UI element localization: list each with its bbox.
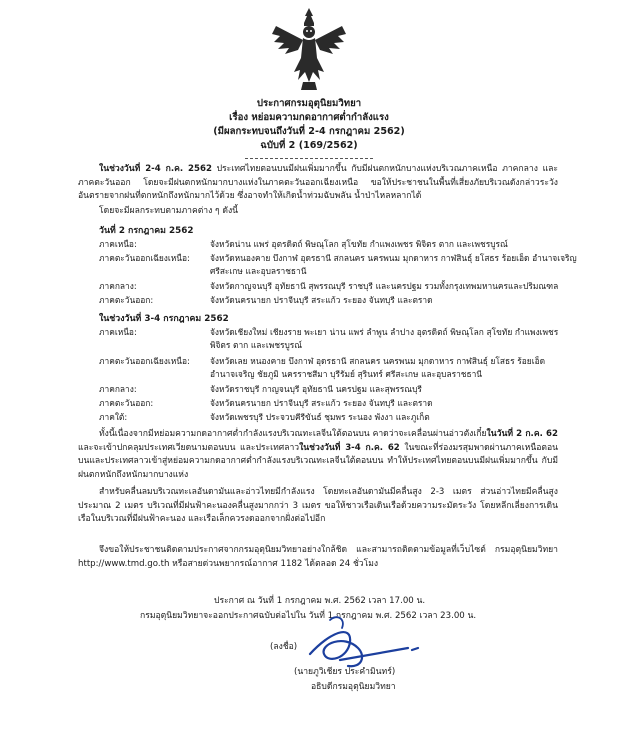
title-divider [245, 158, 373, 159]
intro-lead: ในช่วงวันที่ 2-4 ก.ค. 2562 [99, 164, 212, 174]
section-day-3-4-title: ในช่วงวันที่ 3-4 กรกฎาคม 2562 [99, 314, 229, 324]
contact-paragraph: จึงขอให้ประชาชนติดตามประกาศจากกรมอุตุนิยมวิทยาอย่างใกล้ชิด และสามารถติดตามข้อมูลที่เว็บไซต์ กรมอุตุนิยมวิทยา http://www.tmd.go.th หรือสายด่วนพยากรณ์อากาศ 1182 ได้ตลอด 24 ชั่วโมง [78, 545, 558, 569]
announcement-page: ประกาศกรมอุตุนิยมวิทยา เรื่อง หย่อมความกดอากาศต่ำกำลังแรง (มีผลกระทบจนถึงวันที่ 2-4 กรกฎาคม 2562) ฉบับที่ 2 (169/2562) ในช่วงวันที่ 2-4 ก.ค. 2562 ประเทศไทยตอนบนมีฝนเพิ่มมากขึ้น กับมีฝนตกหนักบางแห่งบริเวณภาคเหนือ ภาคกลาง และภาคตะวันออก โดยจะมีฝนตกหนักมากบางแห่งในภาคตะวันออกเฉียงเหนือ ขอให้ประชาชนในพื้นที่เสี่ยงภัยบริเวณดังกล่าวระวังอันตรายจากฝนที่ตกหนักถึงหนักมากไว้ด้วย ซึ่งอาจทำให้เกิดน้ำท่วมฉับพลัน น้ำป่าไหลหลากได้ โดยจะมีผลกระทบตามภาคต่าง ๆ ดังนี้ วันที่ 2 กรกฎาคม 2562 ภาคเหนือ: จังหวัดน่าน แพร่ อุตรดิตถ์ พิษณุโลก สุโขทัย กำแพงเพชร พิจิตร ตาก และเพชรบูรณ์ ภาคตะวันออกเฉียงเหนือ: จังหวัดหนองคาย บึงกาฬ อุดรธานี สกลนคร นครพนม มุกดาหาร กาฬสินธุ์ ยโสธร ร้อยเอ็ด อำนาจเจริญ ศรีสะเกษ และอุบลราชธานี ภาคกลาง: จังหวัดกาญจนบุรี อุทัยธานี สุพรรณบุรี ราชบุรี และนครปฐม รวมทั้งกรุงเทพมหานครและปริมณฑล ภาคตะวันออก: จังหวัดนครนายก ปราจีนบุรี สระแก้ว ระยอง จันทบุรี และตราด ในช่วงวันที่ 3-4 กรกฎาคม 2562 ภาคเหนือ: จังหวัดเชียงใหม่ เชียงราย พะเยา น่าน แพร่ ลำพูน ลำปาง อุตรดิตถ์ พิษณุโลก สุโขทัย กำแพงเพชร พิจิตร ตาก และเพชรบูรณ์ ภาคตะวันออกเฉียงเหนือ: จังหวัดเลย หนองคาย บึงกาฬ อุดรธานี สกลนคร นครพนม มุกดาหาร กาฬสินธุ์ ยโสธร ร้อยเอ็ด อำนาจเจริญ ชัยภูมิ นครราชสีมา บุรีรัมย์ สุรินทร์ ศรีสะเกษ และอุบลราชธานี ภาคกลาง: จังหวัดราชบุรี กาญจนบุรี อุทัยธานี นครปฐม และสุพรรณบุรี ภาคตะวันออก: จังหวัดนครนายก ปราจีนบุรี สระแก้ว ระยอง จันทบุรี และตราด ภาคใต้: จังหวัดเพชรบุรี ประจวบคีรีขันธ์ ชุมพร ระนอง พังงา และภูเก็ต ทั้งนี้เนื่องจากมีหย่อมความกดอากาศต่ำกำลังแรงบริเวณทะเลจีนใต้ตอนบน คาดว่าจะเคลื่อนผ่านอ่าวตังเกี๋ยในวันที่ 2 ก.ค. 62 และจะเข้าปกคลุมประเทศเวียดนามตอนบน และประเทศลาวในช่วงวันที่ 3-4 ก.ค. 62 ในขณะที่ร่องมรสุมพาดผ่านภาคเหนือตอนบนและประเทศลาวเข้าสู่หย่อมความกดอากาศต่ำกำลังแรงบริเวณทะเลจีนใต้ตอนบน ทำให้ประเทศไทยตอนบนมีฝนเพิ่มมากขึ้น กับมีฝนตกหนักถึงหนักมากบางแห่ง สำหรับคลื่นลมบริเวณทะเลอันดามันและอ่าวไทยมีกำลังแรง โดยทะเลอันดามันมีคลื่นสูง 2-3 เมตร ส่วนอ่าวไทยมีคลื่นสูงประมาณ 2 เมตร บริเวณที่มีฝนฟ้าคะนองคลื่นสูงมากกว่า 3 เมตร ขอให้ชาวเรือเดินเรือด้วยความระมัดระวัง โดยหลีกเลี่ยงการเดินเรือในบริเวณที่มีฝนฟ้าคะนอง และเรือเล็กควรงดออกจากฝั่งต่อไปอีก จึงขอให้ประชาชนติดตามประกาศจากกรมอุตุนิยมวิทยาอย่างใกล้ชิด และสามารถติดตามข้อมูลที่เว็บไซต์ กรมอุตุนิยมวิทยา http://www.tmd.go.th หรือสายด่วนพยากรณ์อากาศ 1182 ได้ตลอด 24 ชั่วโมง ประกาศ ณ วันที่ 1 กรกฎาคม พ.ศ. 2562 เวลา 17.00 น. กรมอุตุนิยมวิทยาจะออกประกาศฉบับต่อไปใน วันที่ 1 กรกฎาคม พ.ศ. 2562 เวลา 23.00 น. (ลงชื่อ) (นายภูวิเชียร ประคำมินทร์) อธิบดีกรมอุตุนิยมวิทยา [0, 0, 618, 738]
subject-title: เรื่อง หย่อมความกดอากาศต่ำกำลังแรง [229, 112, 389, 123]
section-day-2-title: วันที่ 2 กรกฎาคม 2562 [99, 226, 194, 236]
sea-paragraph: สำหรับคลื่นลมบริเวณทะเลอันดามันและอ่าวไทยมีกำลังแรง โดยทะเลอันดามันมีคลื่นสูง 2-3 เมตร ส่วนอ่าวไทยมีคลื่นสูงประมาณ 2 เมตร บริเวณที่มีฝนฟ้าคะนองคลื่นสูงมากกว่า 3 เมตร ขอให้ชาวเรือเดินเรือด้วยความระมัดระวัง โดยหลีกเลี่ยงการเดินเรือในบริเวณที่มีฝนฟ้าคะนอง และเรือเล็กควรงดออกจากฝั่งต่อไปอีก [78, 487, 558, 525]
signer-name: (นายภูวิเชียร ประคำมินทร์) [294, 667, 396, 677]
signed-label: (ลงชื่อ) [270, 642, 298, 652]
signer-title: อธิบดีกรมอุตุนิยมวิทยา [311, 682, 396, 692]
intro-paragraph [78, 163, 558, 204]
cause-paragraph: ทั้งนี้เนื่องจากมีหย่อมความกดอากาศต่ำกำลังแรงบริเวณทะเลจีนใต้ตอนบน คาดว่าจะเคลื่อนผ่านอ่าวตังเกี๋ยในวันที่ 2 ก.ค. 62 และจะเข้าปกคลุมประเทศเวียดนามตอนบน และประเทศลาวในช่วงวันที่ 3-4 ก.ค. 62 ในขณะที่ร่องมรสุมพาดผ่านภาคเหนือตอนบนและประเทศลาวเข้าสู่หย่อมความกดอากาศต่ำกำลังแรงบริเวณทะเลจีนใต้ตอนบน ทำให้ประเทศไทยตอนบนมีฝนเพิ่มมากขึ้น กับมีฝนตกหนักถึงหนักมากบางแห่ง [78, 429, 558, 480]
next-announcement: กรมอุตุนิยมวิทยาจะออกประกาศฉบับต่อไปใน วันที่ 1 กรกฎาคม พ.ศ. 2562 เวลา 23.00 น. [140, 611, 477, 621]
garuda-emblem-icon [270, 6, 348, 92]
intro-body: ประเทศไทยตอนบนมีฝนเพิ่มมากขึ้น กับมีฝนตกหนักบางแห่งบริเวณภาคเหนือ ภาคกลาง และภาคตะวันออก โดยจะมีฝนตกหนักมากบางแห่งในภาคตะวันออกเฉียงเหนือ ขอให้ประชาชนในพื้นที่เสี่ยงภัยบริเวณดังกล่าวระวังอันตรายจากฝนที่ตกหนักถึงหนักมากไว้ด้วย ซึ่งอาจทำให้เกิดน้ำท่วมฉับพลัน น้ำป่าไหลหลากได้ [78, 164, 558, 202]
effect-period: (มีผลกระทบจนถึงวันที่ 2-4 กรกฎาคม 2562) [213, 126, 405, 137]
issue-number: ฉบับที่ 2 (169/2562) [260, 140, 358, 151]
announce-date: ประกาศ ณ วันที่ 1 กรกฎาคม พ.ศ. 2562 เวลา 17.00 น. [214, 596, 426, 606]
areas-lead: โดยจะมีผลกระทบตามภาคต่าง ๆ ดังนี้ [99, 206, 239, 216]
agency-title: ประกาศกรมอุตุนิยมวิทยา [256, 98, 362, 109]
